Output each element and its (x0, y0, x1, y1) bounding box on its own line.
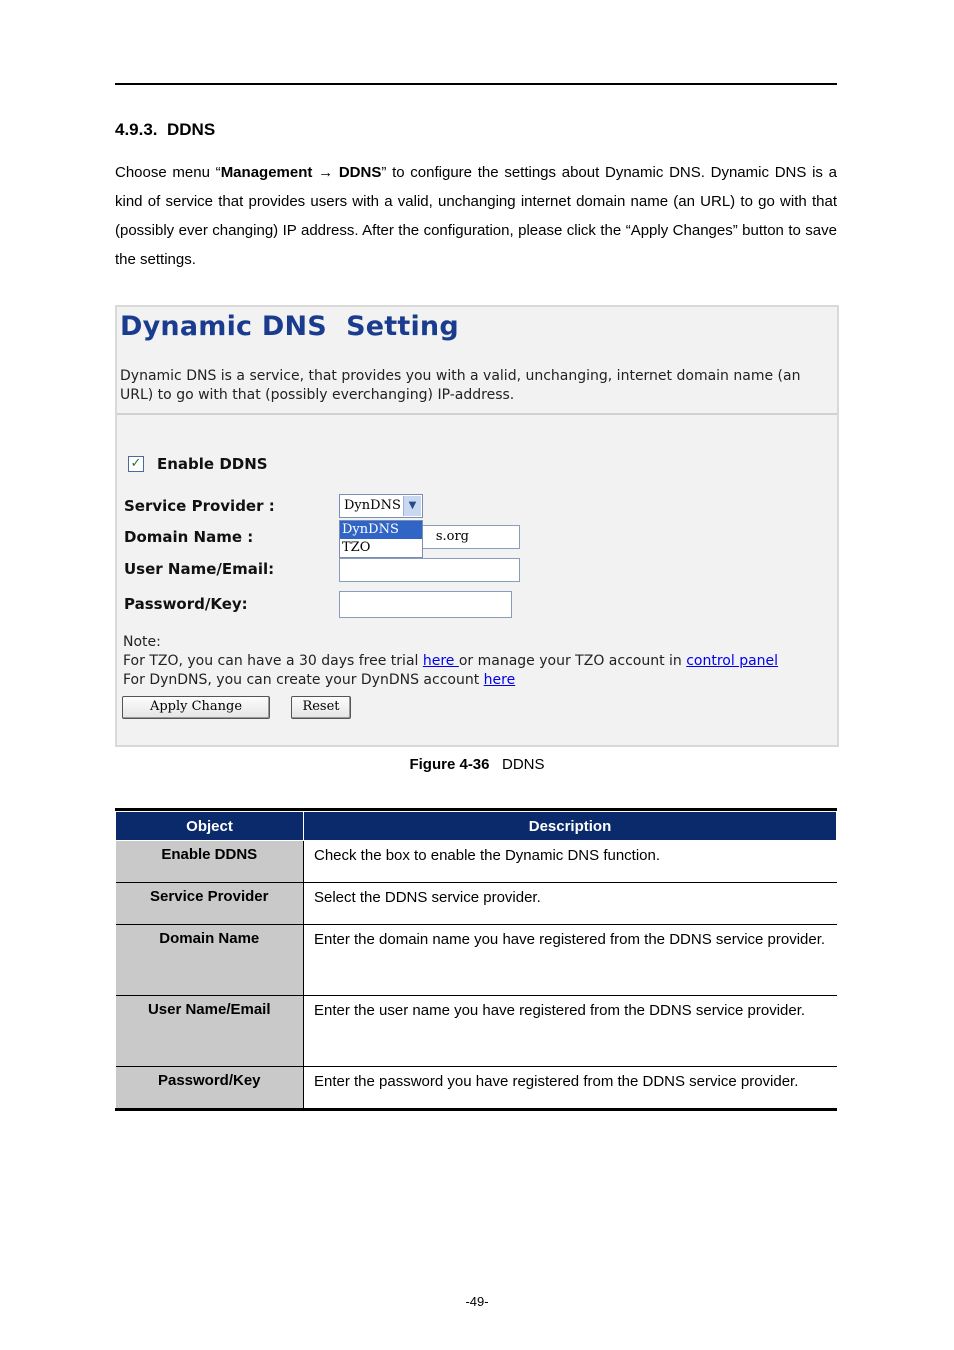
table-row (116, 1067, 837, 1109)
ddns-screenshot (115, 305, 839, 747)
row-object: Domain Name (116, 925, 304, 996)
header-rule (115, 83, 837, 85)
page-number: -49- (465, 1294, 489, 1309)
row-description (304, 1067, 837, 1109)
row-description (304, 996, 837, 1067)
service-provider-select[interactable] (339, 494, 423, 518)
intro-pre: Choose menu “ (115, 164, 221, 181)
domain-name-value: s.org (435, 529, 469, 544)
section-number: 4.9.3. (115, 120, 158, 139)
screenshot-title: Dynamic DNS Setting (120, 311, 459, 342)
option-tzo[interactable]: TZO (342, 540, 371, 555)
section-heading (115, 120, 215, 140)
row-description-text: Enter the domain name you have registered from the DDNS service provider. (314, 931, 826, 948)
password-input[interactable] (339, 591, 512, 618)
intro-menu-path: Management → DDNS (220, 164, 382, 181)
username-label: User Name/Email: (124, 560, 275, 578)
figure-caption (0, 756, 954, 773)
option-dyndns[interactable]: DynDNS (340, 521, 422, 539)
enable-ddns-checkbox[interactable]: ✓ (128, 456, 144, 472)
chevron-down-icon[interactable]: ▼ (403, 496, 421, 516)
tzo-trial-link[interactable]: here (422, 653, 459, 669)
row-description-text: Enter the user name you have registered from the DDNS service provider. (314, 1002, 806, 1019)
note-tzo-text: For TZO, you can have a 30 days free trial (123, 653, 423, 669)
enable-ddns-label: Enable DDNS (157, 455, 268, 473)
service-provider-label: Service Provider : (124, 497, 275, 515)
row-description (304, 883, 837, 925)
figure-text: DDNS (502, 756, 545, 773)
screenshot-description: Dynamic DNS is a service, that provides you with a valid, unchanging, internet domain name (an URL) to go with that (possibly everchanging) IP-address. (120, 368, 801, 403)
row-description (304, 841, 837, 883)
row-object: User Name/Email (116, 996, 304, 1067)
note-dyndns (123, 671, 833, 690)
row-object: Password/Key (116, 1067, 304, 1109)
dyndns-account-link[interactable]: here (483, 672, 516, 688)
note-dyndns-text: For DynDNS, you can create your DynDNS account (123, 672, 484, 688)
table-row (116, 883, 837, 925)
table-bottom-rule (115, 1108, 837, 1111)
screenshot-divider (117, 413, 837, 415)
reset-button[interactable]: Reset (291, 696, 351, 719)
intro-paragraph (115, 158, 837, 274)
header-description: Description (304, 812, 837, 841)
username-input[interactable] (339, 558, 520, 582)
row-description-text: Check the box to enable the Dynamic DNS function. (314, 847, 661, 864)
tzo-control-panel-link[interactable]: control panel (686, 653, 779, 669)
service-provider-dropdown (339, 520, 423, 558)
figure-label: Figure 4-36 (409, 756, 490, 773)
object-description-table (115, 811, 837, 1109)
table-row (116, 925, 837, 996)
row-description (304, 925, 837, 996)
note-block (123, 633, 833, 690)
apply-change-button[interactable]: Apply Change (122, 696, 270, 719)
intro-post: ” to configure the settings about Dynamic DNS. Dynamic DNS is a kind of service that provides users with a valid, unchanging internet domain name (an URL) to go with that (possibly ever changing) IP address. After the configuration, please click the “Apply Changes” button to save the settings. (115, 164, 838, 268)
service-provider-value: DynDNS (344, 498, 401, 513)
row-description-text: Select the DDNS service provider. (314, 889, 541, 906)
note-tzo (123, 652, 833, 671)
header-object: Object (116, 812, 304, 841)
table-row (116, 996, 837, 1067)
domain-name-label: Domain Name : (124, 528, 254, 546)
password-label: Password/Key: (124, 595, 248, 613)
table-row (116, 841, 837, 883)
row-object: Enable DDNS (116, 841, 304, 883)
section-title: DDNS (167, 120, 216, 139)
note-tzo-mid: or manage your TZO account in (458, 653, 687, 669)
row-description-text: Enter the password you have registered from the DDNS service provider. (314, 1073, 799, 1090)
note-label: Note: (123, 634, 161, 650)
row-object: Service Provider (116, 883, 304, 925)
